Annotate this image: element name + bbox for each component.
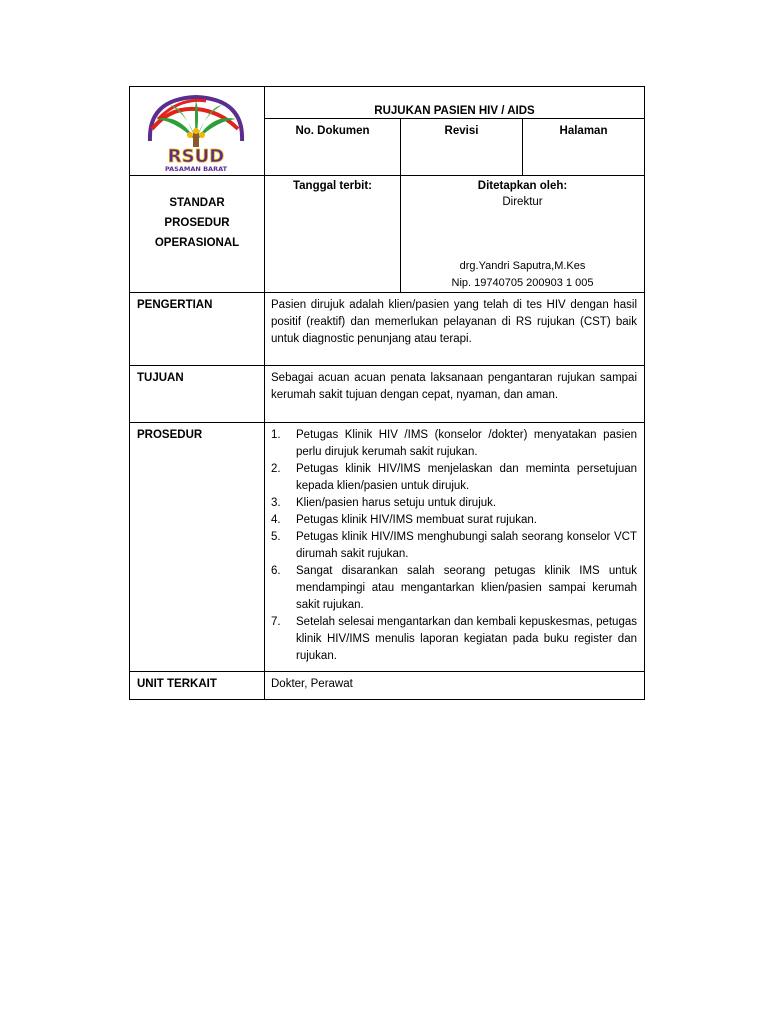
prosedur-step: 5. Petugas klinik HIV/IMS menghubungi salah seorang konselor VCT dirumah sakit rujukan. <box>271 531 637 560</box>
signer-name: drg.Yandri Saputra,M.Kes <box>459 260 586 272</box>
ditetapkan-cell <box>401 176 645 293</box>
tujuan-text: Sebagai acuan acuan penata laksanaan pengantaran rujukan sampai kerumah sakit tujuan dengan cepat, nyaman, dan aman. <box>265 366 645 423</box>
sop-label: STANDAR PROSEDUR OPERASIONAL <box>154 197 240 249</box>
sop-label-cell <box>130 176 265 293</box>
document-title: RUJUKAN PASIEN HIV / AIDS <box>265 87 645 119</box>
halaman-header: Halaman <box>523 119 645 176</box>
ditetapkan-role: Direktur <box>502 196 543 208</box>
unit-terkait-label: UNIT TERKAIT <box>130 672 265 700</box>
tanggal-terbit-cell <box>265 176 401 293</box>
prosedur-step: 3. Klien/pasien harus setuju untuk dirujuk. <box>271 497 497 509</box>
tanggal-terbit-label: Tanggal terbit: <box>292 180 372 192</box>
logo-text: RSUD <box>167 146 225 167</box>
ditetapkan-label: Ditetapkan oleh: <box>477 180 568 192</box>
revisi-header: Revisi <box>401 119 523 176</box>
signer-nip: Nip. 19740705 200903 1 005 <box>451 277 594 289</box>
prosedur-step: 1. Petugas Klinik HIV /IMS (konselor /dokter) menyatakan pasien perlu dirujuk kerumah sakit rujukan. <box>271 429 637 458</box>
prosedur-step: 6. Sangat disarankan salah seorang petugas klinik IMS untuk mendampingi atau mengantarkan klien/pasien sampai kerumah sakit rujukan. <box>271 565 637 611</box>
prosedur-step: 2. Petugas klinik HIV/IMS menjelaskan dan meminta persetujuan kepada klien/pasien untuk dirujuk. <box>271 463 637 492</box>
logo-subtext: PASAMAN BARAT <box>164 165 228 173</box>
sop-document-table <box>129 86 645 700</box>
pengertian-label: PENGERTIAN <box>130 293 265 366</box>
prosedur-content <box>265 423 645 672</box>
tujuan-label: TUJUAN <box>130 366 265 423</box>
logo-cell <box>130 87 265 176</box>
prosedur-step: 4. Petugas klinik HIV/IMS membuat surat rujukan. <box>271 514 537 526</box>
no-dokumen-header: No. Dokumen <box>265 119 401 176</box>
pengertian-text: Pasien dirujuk adalah klien/pasien yang telah di tes HIV dengan hasil positif (reaktif) dan memerlukan pelayanan di RS rujukan (CST) baik untuk diagnostic penunjang atau terapi. <box>265 293 645 366</box>
unit-terkait-text: Dokter, Perawat <box>265 672 645 700</box>
prosedur-steps <box>271 427 637 665</box>
rsud-logo-icon <box>140 89 252 173</box>
prosedur-step: 7. Setelah selesai mengantarkan dan kembali kepuskesmas, petugas klinik HIV/IMS menulis laporan kegiatan pada buku register dan rujukan. <box>271 616 637 662</box>
prosedur-label: PROSEDUR <box>130 423 265 672</box>
